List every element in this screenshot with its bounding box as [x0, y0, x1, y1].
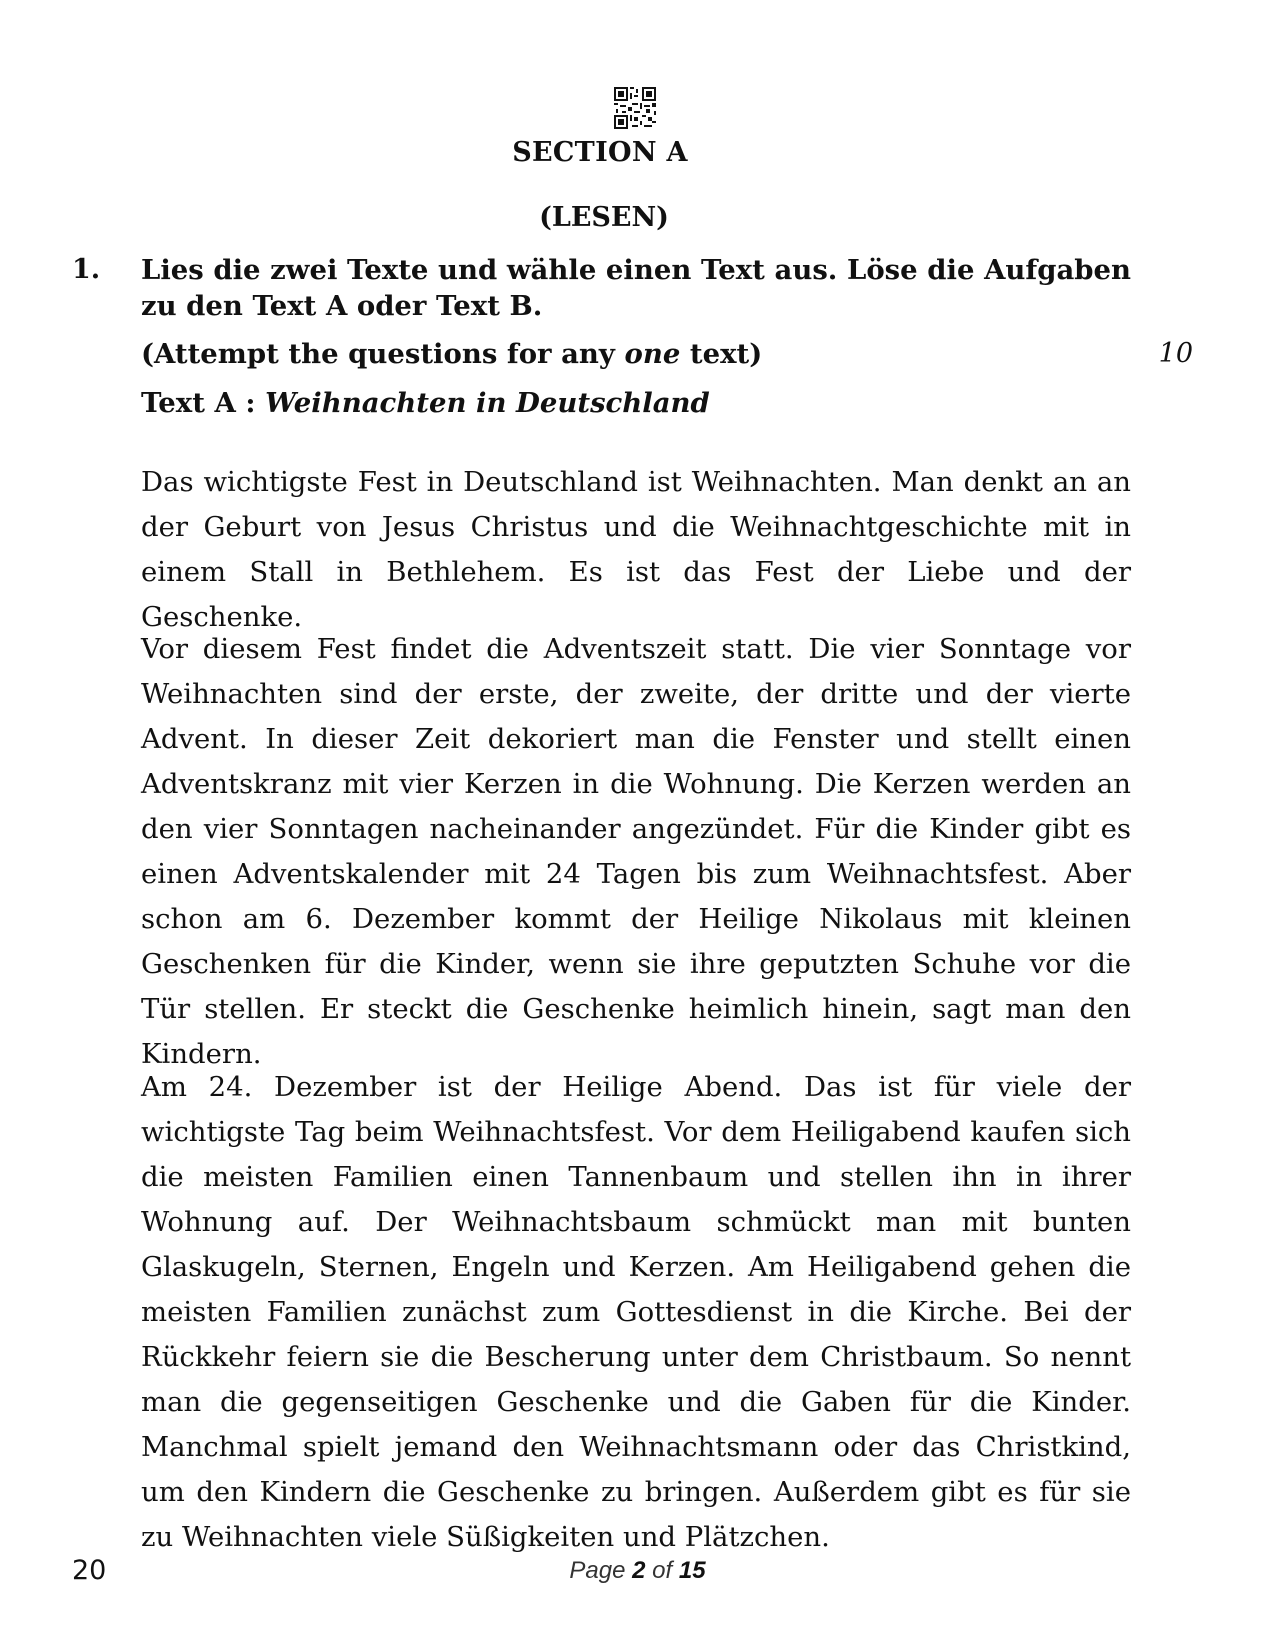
page-word: Page [569, 1557, 633, 1584]
page-indicator [0, 1557, 1275, 1585]
passage-paragraph-1: Das wichtigste Fest in Deutschland ist Weihnachten. Man denkt an an der Geburt von Jesus Christus und die Weihnachtgeschichte mit in einem Stall in Bethlehem. Es ist das Fest der Liebe und der Geschenke. [141, 466, 1131, 633]
question-marks: 10 [1158, 338, 1193, 369]
page-current: 2 [632, 1557, 646, 1584]
text-heading [141, 387, 710, 419]
text-title: Weihnachten in Deutschland [265, 387, 710, 419]
attempt-note-post: text) [680, 338, 763, 370]
question-instruction: Lies die zwei Texte und wähle einen Text aus. Löse die Aufgaben zu den Text A oder Text B. [141, 254, 1131, 322]
passage-paragraph-2: Vor diesem Fest findet die Adventszeit statt. Die vier Sonntage vor Weihnachten sind der erste, der zweite, der dritte und der vierte Advent. In dieser Zeit dekoriert man die Fenster und stellt einen Adventskranz mit vier Kerzen in die Wohnung. Die Kerzen werden an den vier Sonntagen nacheinander angezündet. Für die Kinder gibt es einen Adventskalender mit 24 Tagen bis zum Weihnachtsfest. Aber schon am 6. Dezember kommt der Heilige Nikolaus mit kleinen Geschenken für die Kinder, wenn sie ihre geputzten Schuhe vor die Tür stellen. Er steckt die Geschenke heimlich hinein, sagt man den Kindern. [141, 633, 1131, 1070]
attempt-note [141, 338, 762, 370]
passage-paragraph-3: Am 24. Dezember ist der Heilige Abend. Das ist für viele der wichtigste Tag beim Weihnachtsfest. Vor dem Heiligabend kaufen sich die meisten Familien einen Tannenbaum und stellen ihn in ihrer Wohnung auf. Der Weihnachtsbaum schmückt man mit bunten Glaskugeln, Sternen, Engeln und Kerzen. Am Heiligabend gehen die meisten Familien zunächst zum Gottesdienst in die Kirche. Bei der Rückkehr feiern sie die Bescherung unter dem Christbaum. So nennt man die gegenseitigen Geschenke und die Gaben für die Kinder. Manchmal spielt jemand den Weihnachtsmann oder das Christkind, um den Kindern die Geschenke zu bringen. Außerdem gibt es für sie zu Weihnachten viele Süßigkeiten und Plätzchen. [141, 1071, 1131, 1553]
qr-code-icon [614, 87, 656, 129]
attempt-note-emphasis: one [624, 338, 681, 370]
paper-code: 20 [72, 1555, 107, 1586]
section-subtitle: (LESEN) [539, 202, 669, 233]
section-title: SECTION A [512, 137, 688, 168]
attempt-note-pre: (Attempt the questions for any [141, 338, 625, 370]
page-of: of [645, 1557, 679, 1584]
question-number: 1. [72, 254, 101, 285]
page-total: 15 [678, 1557, 706, 1584]
text-label: Text A : [141, 387, 266, 419]
